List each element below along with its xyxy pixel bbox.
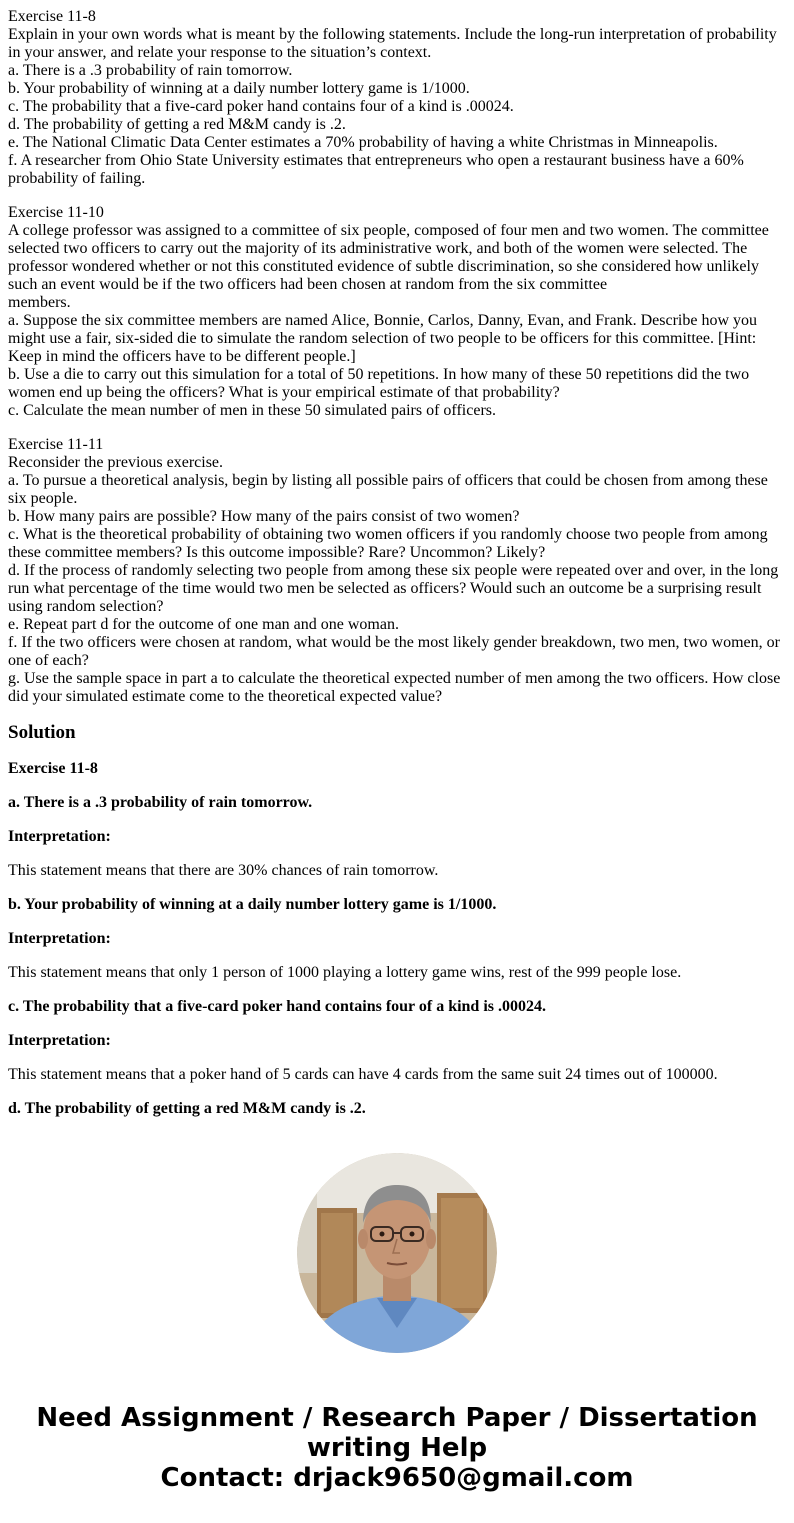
solution-heading: Solution [8,722,76,743]
exercise-line: a. There is a .3 probability of rain tomorrow. [8,62,293,79]
exercise-line: members. [8,294,71,311]
exercise-line: b. Use a die to carry out this simulation for a total of 50 repetitions. In how many of these 50 repetitions did the two women end up being the officers? What is your empirical estimate of that probability? [8,366,750,401]
interpretation-label: Interpretation: [8,1032,111,1049]
interpretation-text: This statement means that only 1 person of 1000 playing a lottery game wins, rest of the 999 people lose. [8,964,682,981]
exercise-line: c. What is the theoretical probability of obtaining two women officers if you randomly choose two people from among these committee members? Is this outcome impossible? Rare? Uncommon? Likely? [8,526,768,561]
exercise-line: e. The National Climatic Data Center estimates a 70% probability of having a white Christmas in Minneapolis. [8,134,718,151]
promo-banner [0,1403,794,1493]
interpretation-label: Interpretation: [8,828,111,845]
solution-exercise-title: Exercise 11-8 [8,760,98,777]
exercise-11-10-problem [8,204,786,420]
document-content [8,8,786,1134]
exercise-11-8-problem [8,8,786,188]
promo-contact: Contact: drjack9650@gmail.com [160,1463,634,1493]
exercise-line: a. Suppose the six committee members are named Alice, Bonnie, Carlos, Danny, Evan, and Frank. Describe how you might use a fair, six-sided die to simulate the random selection of two people to be officers for this committee. [Hint: Keep in mind the officers have to be different people.] [8,312,757,365]
exercise-line: f. If the two officers were chosen at random, what would be the most likely gender breakdown, two men, two women, or one of each? [8,634,780,669]
interpretation-text: This statement means that there are 30% chances of rain tomorrow. [8,862,439,879]
exercise-line: f. A researcher from Ohio State University estimates that entrepreneurs who open a restaurant business have a 60% probability of failing. [8,152,744,187]
interpretation-label: Interpretation: [8,930,111,947]
solution-part-b: b. Your probability of winning at a daily number lottery game is 1/1000. [8,896,497,913]
exercise-line: b. Your probability of winning at a daily number lottery game is 1/1000. [8,80,470,97]
promo-line: Need Assignment / Research Paper / Dissertation [36,1403,758,1433]
solution-part-d: d. The probability of getting a red M&M candy is .2. [8,1100,366,1117]
exercise-title: Exercise 11-10 [8,204,104,221]
exercise-line: c. Calculate the mean number of men in these 50 simulated pairs of officers. [8,402,496,419]
exercise-11-11-problem [8,436,786,706]
portrait-photo [297,1153,497,1353]
exercise-line: a. To pursue a theoretical analysis, begin by listing all possible pairs of officers that could be chosen from among these six people. [8,472,768,507]
interpretation-text: This statement means that a poker hand of 5 cards can have 4 cards from the same suit 24 times out of 100000. [8,1066,718,1083]
exercise-line: b. How many pairs are possible? How many of the pairs consist of two women? [8,508,520,525]
exercise-line: Explain in your own words what is meant by the following statements. Include the long-run interpretation of probability in your answer, and relate your response to the situation’s context. [8,26,777,61]
exercise-line: g. Use the sample space in part a to calculate the theoretical expected number of men among the two officers. How close did your simulated estimate come to the theoretical expected value? [8,670,781,705]
exercise-title: Exercise 11-8 [8,8,96,25]
solution-part-c: c. The probability that a five-card poker hand contains four of a kind is .00024. [8,998,546,1015]
exercise-line: d. If the process of randomly selecting two people from among these six people were repeated over and over, in the long run what percentage of the time would two men be selected as officers? Would such an outcome be a surprising result using random selection? [8,562,779,615]
exercise-line: d. The probability of getting a red M&M candy is .2. [8,116,346,133]
exercise-line: A college professor was assigned to a committee of six people, composed of four men and two women. The committee selected two officers to carry out the majority of its administrative work, and both of the women were selected. The professor wondered whether or not this constituted evidence of subtle discrimination, so she considered how unlikely such an event would be if the two officers had been chosen at random from the six committee [8,222,769,293]
promo-line: writing Help [306,1433,488,1463]
exercise-line: Reconsider the previous exercise. [8,454,224,471]
exercise-title: Exercise 11-11 [8,436,104,453]
avatar [297,1153,497,1353]
exercise-line: e. Repeat part d for the outcome of one man and one woman. [8,616,399,633]
solution-part-a: a. There is a .3 probability of rain tomorrow. [8,794,313,811]
exercise-line: c. The probability that a five-card poker hand contains four of a kind is .00024. [8,98,514,115]
